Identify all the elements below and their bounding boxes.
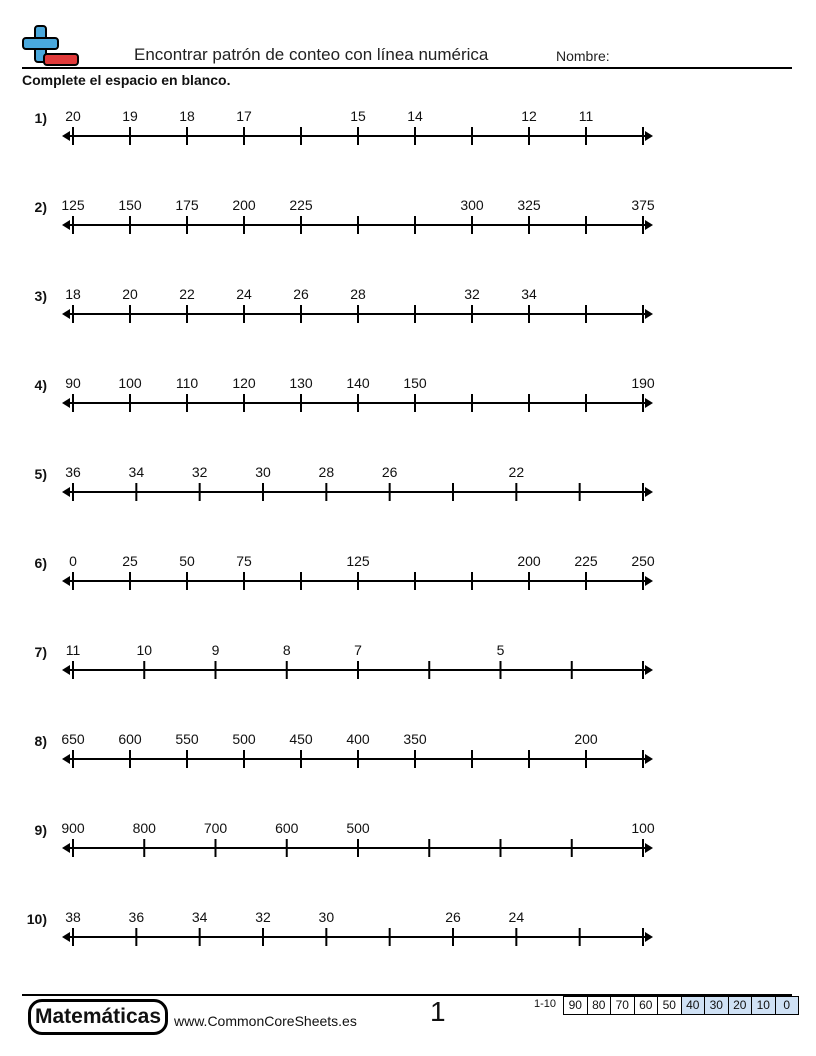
tick-label: 650 [61,731,85,747]
problem-number: 4) [34,377,47,393]
tick-label: 26 [445,909,461,925]
tick-label: 25 [122,553,138,569]
problem-number: 8) [34,733,47,749]
tick-label: 30 [318,909,335,925]
arrow-left-icon [62,398,70,408]
score-key-cell: 60 [634,996,659,1015]
number-line [0,389,700,419]
problem [0,721,700,781]
tick-label: 250 [631,553,655,569]
arrow-left-icon [62,220,70,230]
tick-label: 5 [496,642,505,658]
tick-label: 19 [122,108,138,124]
tick-label: 225 [574,553,598,569]
tick-label: 325 [517,197,541,213]
tick-label: 225 [289,197,313,213]
tick-label: 375 [631,197,655,213]
tick-label: 50 [179,553,195,569]
problem-number: 3) [34,288,47,304]
problem-number: 1) [34,110,47,126]
tick-label: 90 [65,375,81,391]
arrow-left-icon [62,309,70,319]
problem [0,454,700,514]
tick-label: 500 [346,820,370,836]
score-key-cell: 40 [681,996,706,1015]
tick-label: 15 [350,108,366,124]
tick-label: 450 [289,731,313,747]
tick-label: 26 [381,464,398,480]
problem [0,810,700,870]
tick-label: 32 [255,909,271,925]
tick-label: 800 [132,820,156,836]
score-key-cell: 50 [657,996,682,1015]
problem [0,187,700,247]
site-url: www.CommonCoreSheets.es [174,1013,357,1029]
arrow-right-icon [645,131,653,141]
tick-label: 120 [232,375,256,391]
plus-minus-logo-icon [22,24,80,68]
tick-label: 550 [175,731,199,747]
tick-label: 200 [517,553,541,569]
arrow-right-icon [645,220,653,230]
arrow-left-icon [62,843,70,853]
problem-number: 6) [34,555,47,571]
tick-label: 75 [236,553,252,569]
tick-label: 9 [211,642,220,658]
tick-label: 200 [232,197,256,213]
arrow-left-icon [62,754,70,764]
number-line [0,923,700,953]
tick-label: 130 [289,375,313,391]
number-line [0,567,700,597]
tick-label: 32 [191,464,208,480]
tick-label: 20 [122,286,138,302]
header-divider [22,67,792,69]
arrow-right-icon [645,487,653,497]
tick-label: 32 [464,286,480,302]
tick-label: 900 [61,820,85,836]
tick-label: 18 [179,108,195,124]
score-key-cell: 70 [610,996,635,1015]
worksheet-title: Encontrar patrón de conteo con línea numérica [134,45,489,64]
tick-label: 500 [232,731,256,747]
tick-label: 20 [65,108,81,124]
score-key-cell: 80 [587,996,612,1015]
arrow-right-icon [645,576,653,586]
tick-label: 0 [69,553,77,569]
tick-label: 24 [236,286,252,302]
tick-label: 400 [346,731,370,747]
number-line [0,478,700,508]
arrow-right-icon [645,665,653,675]
arrow-left-icon [62,131,70,141]
tick-label: 11 [65,642,81,658]
tick-label: 150 [403,375,427,391]
tick-label: 38 [65,909,81,925]
problem [0,276,700,336]
tick-label: 11 [578,108,594,124]
page-number: 1 [430,996,446,1027]
name-field-label: Nombre: [556,48,610,64]
arrow-left-icon [62,576,70,586]
score-key-cell: 30 [704,996,729,1015]
tick-label: 350 [403,731,427,747]
tick-label: 36 [128,909,145,925]
tick-label: 110 [175,375,199,391]
tick-label: 34 [521,286,537,302]
problem [0,543,700,603]
score-key [564,996,799,1015]
tick-label: 12 [521,108,537,124]
tick-label: 22 [508,464,525,480]
tick-label: 22 [179,286,195,302]
score-key-cell: 10 [751,996,776,1015]
brand-badge: Matemáticas [28,999,168,1035]
tick-label: 175 [175,197,199,213]
tick-label: 300 [460,197,484,213]
problem [0,98,700,158]
problem-number: 5) [34,466,47,482]
tick-label: 30 [255,464,271,480]
tick-label: 24 [508,909,525,925]
tick-label: 8 [282,642,291,658]
arrow-left-icon [62,487,70,497]
problem-number: 9) [34,822,47,838]
arrow-right-icon [645,843,653,853]
number-line [0,211,700,241]
instructions: Complete el espacio en blanco. [22,72,231,88]
score-key-label: 1-10 [534,998,557,1010]
arrow-left-icon [62,932,70,942]
problem-number: 2) [34,199,47,215]
tick-label: 100 [118,375,142,391]
arrow-left-icon [62,665,70,675]
tick-label: 14 [407,108,423,124]
score-key-cell: 20 [728,996,753,1015]
number-line [0,656,700,686]
tick-label: 190 [631,375,655,391]
tick-label: 34 [128,464,145,480]
problem [0,632,700,692]
problem-number: 10) [26,911,47,927]
number-line [0,745,700,775]
tick-label: 140 [346,375,370,391]
tick-label: 150 [118,197,142,213]
tick-label: 26 [293,286,309,302]
arrow-right-icon [645,754,653,764]
problem [0,899,700,959]
tick-label: 600 [118,731,142,747]
problem-number: 7) [34,644,47,660]
score-key-cell: 0 [775,996,800,1015]
tick-label: 18 [65,286,81,302]
arrow-right-icon [645,309,653,319]
tick-label: 17 [236,108,252,124]
tick-label: 10 [136,642,153,658]
tick-label: 600 [275,820,299,836]
tick-label: 36 [65,464,81,480]
score-key-cell: 90 [563,996,588,1015]
tick-label: 125 [346,553,370,569]
problem [0,365,700,425]
number-line [0,834,700,864]
arrow-right-icon [645,398,653,408]
tick-label: 700 [203,820,228,836]
tick-label: 28 [318,464,335,480]
tick-label: 125 [61,197,85,213]
number-line [0,300,700,330]
number-line [0,122,700,152]
tick-label: 34 [191,909,208,925]
arrow-right-icon [645,932,653,942]
tick-label: 28 [350,286,366,302]
tick-label: 200 [574,731,598,747]
tick-label: 7 [354,642,362,658]
tick-label: 100 [631,820,655,836]
